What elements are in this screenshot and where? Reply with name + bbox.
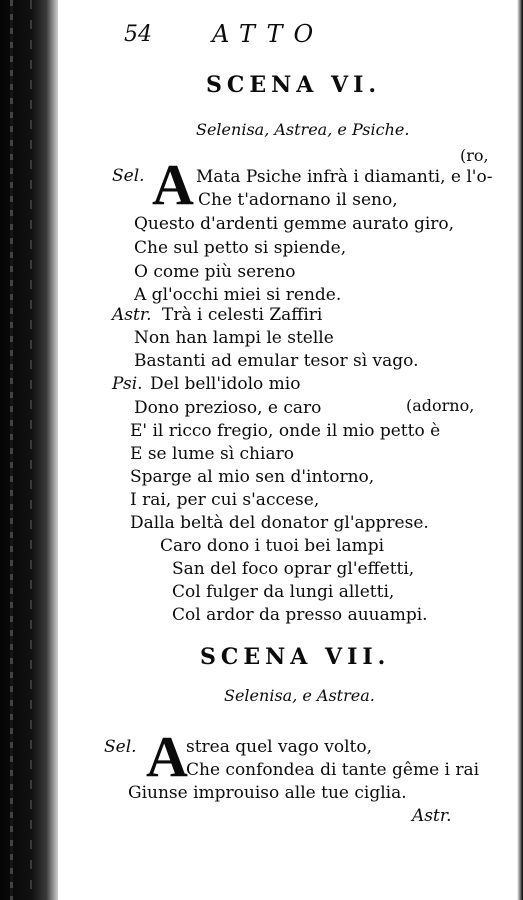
book-binding-gutter bbox=[0, 0, 58, 900]
verse-line: Che t'adornano il seno, bbox=[198, 190, 398, 210]
verse-line: O come più sereno bbox=[134, 262, 296, 282]
cast-list: Selenisa, e Astrea. bbox=[224, 686, 375, 705]
verse-line: Bastanti ad emular tesor sì vago. bbox=[134, 351, 419, 371]
scene-title: SCENA VI. bbox=[206, 72, 382, 98]
speaker-label: Astr. bbox=[112, 305, 152, 325]
verse-line: Del bell'idolo mio bbox=[150, 374, 301, 394]
verse-line: Questo d'ardenti gemme aurato giro, bbox=[134, 214, 455, 234]
verse-line: Che sul petto si spiende, bbox=[134, 238, 347, 258]
verse-line: Giunse improuiso alle tue ciglia. bbox=[128, 783, 407, 803]
running-head: ATTO bbox=[212, 20, 325, 48]
verse-line: Col fulger da lungi alletti, bbox=[172, 582, 395, 602]
verse-line: strea quel vago volto, bbox=[186, 737, 373, 757]
cast-list: Selenisa, Astrea, e Psiche. bbox=[196, 120, 410, 139]
verse-line: San del foco oprar gl'effetti, bbox=[172, 559, 415, 579]
turnover-fragment: (adorno, bbox=[406, 396, 475, 415]
verse-line: Non han lampi le stelle bbox=[134, 328, 334, 348]
verse-line: E' il ricco fregio, onde il mio petto è bbox=[130, 421, 441, 441]
verse-line: A gl'occhi miei si rende. bbox=[134, 285, 342, 305]
page-edge-shadow bbox=[517, 0, 523, 900]
verse-line: Trà i celesti Zaffiri bbox=[162, 305, 323, 325]
verse-line: E se lume sì chiaro bbox=[130, 444, 294, 464]
speaker-label: Sel. bbox=[104, 737, 137, 757]
turnover-fragment: (ro, bbox=[460, 146, 489, 165]
verse-line: Dono prezioso, e caro bbox=[134, 398, 322, 418]
verse-line: I rai, per cui s'accese, bbox=[130, 490, 320, 510]
verse-line: Dalla beltà del donator gl'apprese. bbox=[130, 513, 429, 533]
speaker-label: Sel. bbox=[112, 166, 145, 186]
speaker-label: Psi. bbox=[112, 374, 143, 394]
drop-cap: A bbox=[152, 152, 194, 217]
page-number: 54 bbox=[124, 22, 152, 47]
catchword: Astr. bbox=[412, 806, 452, 826]
verse-line: Caro dono i tuoi bei lampi bbox=[160, 536, 385, 556]
verse-line: Col ardor da presso auuampi. bbox=[172, 605, 428, 625]
drop-cap: A bbox=[146, 724, 188, 789]
verse-line: Mata Psiche infrà i diamanti, e l'o- bbox=[196, 167, 493, 187]
verse-line: Che confondea di tante gême i rai bbox=[186, 760, 480, 780]
verse-line: Sparge al mio sen d'intorno, bbox=[130, 467, 375, 487]
scene-title: SCENA VII. bbox=[200, 644, 391, 670]
